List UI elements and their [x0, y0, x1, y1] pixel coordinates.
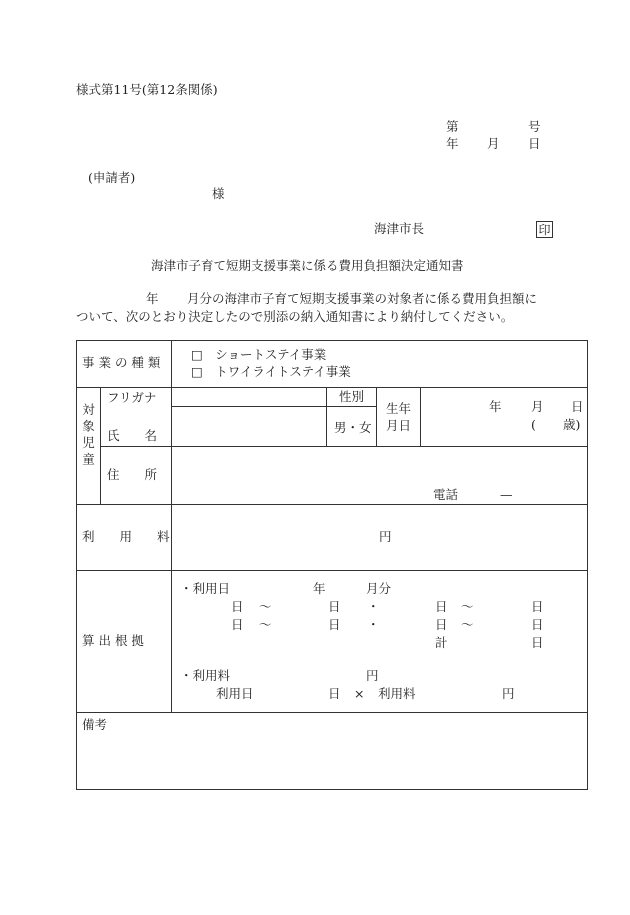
body-year: 年 — [146, 291, 159, 306]
basis-use-month: 月分 — [366, 581, 392, 596]
basis-row2-tilde: 〜 — [259, 617, 272, 632]
basis-total-label: 計 — [435, 635, 448, 650]
gender-label: 性別 — [339, 389, 365, 404]
basis-row2-tilde-2: 〜 — [461, 617, 474, 632]
basis-row1-tilde-2: 〜 — [461, 599, 474, 614]
col-divider-label — [171, 340, 172, 712]
col-divider-gender-right — [376, 387, 377, 446]
notice-form-table — [76, 340, 588, 790]
basis-calc-yen: 円 — [502, 686, 515, 701]
service-option-shortstay[interactable]: □ ショートステイ事業 — [191, 347, 327, 362]
basis-row2-end-day: 日 — [328, 617, 341, 632]
basis-row1-start-day-2: 日 — [435, 599, 448, 614]
basis-calc-day-unit: 日 — [328, 686, 341, 701]
fee-unit: 円 — [379, 529, 392, 544]
birth-year: 年 — [489, 399, 502, 414]
basis-row1-dot: ・ — [367, 599, 380, 614]
date-year: 年 — [446, 136, 459, 151]
date-month: 月 — [487, 136, 500, 151]
name-label: 氏 名 — [107, 428, 158, 443]
birth-label-1: 生年 — [386, 401, 412, 416]
basis-row1-end-day: 日 — [328, 599, 341, 614]
basis-row1-end-day-2: 日 — [531, 599, 544, 614]
basis-total-day: 日 — [531, 635, 544, 650]
basis-use-days-label: ・利用日 — [180, 581, 231, 596]
basis-fee-label: ・利用料 — [180, 668, 231, 683]
basis-row2-start-day-2: 日 — [435, 617, 448, 632]
furigana-label: フリガナ — [107, 390, 157, 405]
remarks-label: 備考 — [82, 717, 108, 732]
form-number: 様式第11号(第12条関係) — [76, 82, 218, 97]
basis-calc-days-label: 利用日 — [216, 686, 254, 701]
birth-day: 日 — [571, 399, 584, 414]
table-border-bottom — [76, 789, 588, 790]
age-open: ( — [531, 417, 536, 432]
table-border-top — [76, 340, 588, 341]
basis-row2-end-day-2: 日 — [531, 617, 544, 632]
birth-month: 月 — [531, 399, 544, 414]
row-divider-furigana — [171, 406, 326, 407]
col-divider-gender-left — [326, 387, 327, 446]
basis-row1-tilde: 〜 — [259, 599, 272, 614]
row-divider-address — [76, 504, 588, 505]
body-line2: ついて、次のとおり決定したので別添の納入通知書により納付してください。 — [76, 309, 514, 324]
service-option-twilightstay[interactable]: □ トワイライトステイ事業 — [191, 364, 351, 379]
gender-value[interactable]: 男・女 — [334, 420, 372, 435]
child-label: 対象児童 — [80, 403, 96, 469]
basis-calc-fee-label: 利用料 — [378, 686, 416, 701]
address-label: 住 所 — [107, 467, 158, 482]
service-type-label: 事 業 の 種 類 — [82, 355, 161, 370]
row-divider-gender — [326, 406, 376, 407]
seal-stamp: 印 — [536, 221, 553, 238]
fee-label: 利 用 料 — [82, 529, 170, 544]
issuer-name: 海津市長 — [374, 221, 425, 236]
basis-label: 算 出 根 拠 — [82, 633, 144, 648]
basis-row2-start-day: 日 — [231, 617, 244, 632]
row-divider-service — [76, 387, 588, 388]
honorific: 様 — [212, 186, 225, 201]
col-divider-birth — [420, 387, 421, 446]
phone-label: 電話 — [433, 487, 459, 502]
row-divider-name — [100, 446, 588, 447]
table-border-left — [76, 340, 77, 790]
basis-row1-start-day: 日 — [231, 599, 244, 614]
doc-number-suffix: 号 — [528, 119, 541, 134]
body-line1: 月分の海津市子育て短期支援事業の対象者に係る費用負担額に — [187, 291, 538, 306]
basis-use-year: 年 — [313, 581, 326, 596]
phone-dash: — — [500, 487, 513, 502]
birth-label-2: 月日 — [386, 418, 412, 433]
document-title: 海津市子育て短期支援事業に係る費用負担額決定通知書 — [151, 258, 464, 273]
row-divider-basis — [76, 712, 588, 713]
table-border-right — [587, 340, 588, 790]
basis-calc-times: × — [354, 686, 365, 701]
row-divider-fee — [76, 570, 588, 571]
date-day: 日 — [528, 136, 541, 151]
col-divider-child — [100, 387, 101, 504]
doc-number-prefix: 第 — [446, 119, 459, 134]
applicant-label: (申請者) — [88, 170, 136, 185]
basis-fee-yen: 円 — [366, 668, 379, 683]
basis-row2-dot: ・ — [367, 617, 380, 632]
age-close: 歳) — [563, 417, 581, 432]
